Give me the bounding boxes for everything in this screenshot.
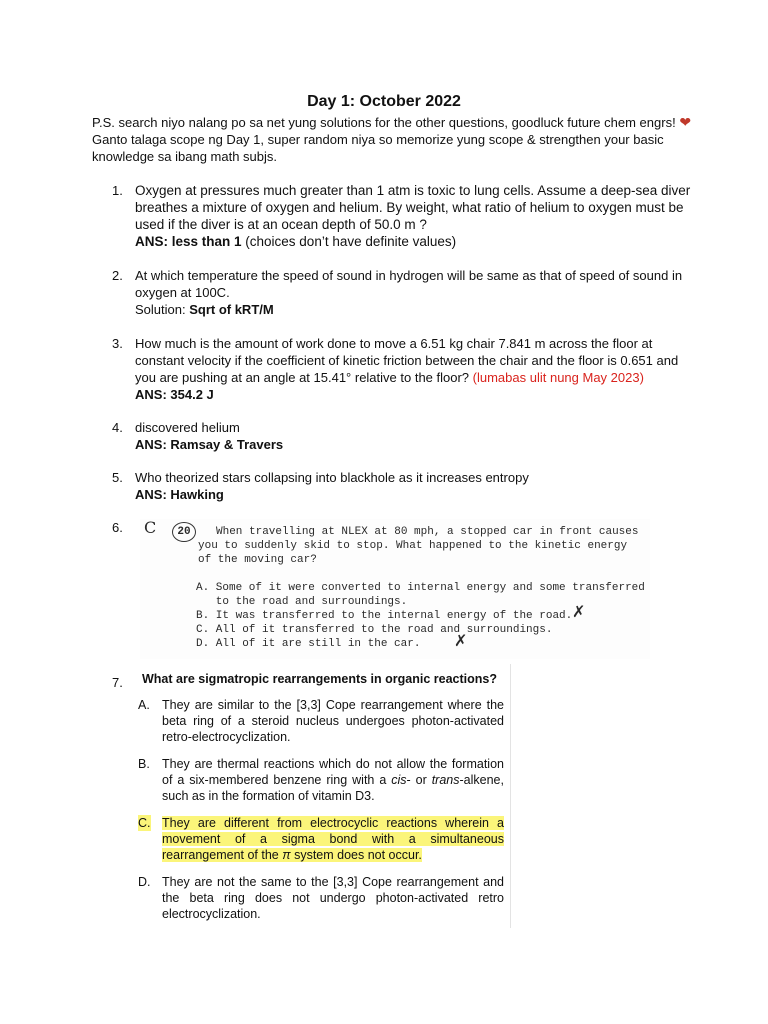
question-line: constant velocity if the coefficient of kinetic friction between the chair and the floor is 0.651 and: [135, 353, 679, 368]
question-line: Who theorized stars collapsing into blackhole as it increases entropy: [135, 470, 529, 485]
option-text-highlighted: They are different from electrocyclic reactions wherein a movement of a sigma bond with a simultaneous rearrangement of the: [162, 816, 504, 862]
page-title: Day 1: October 2022: [307, 93, 461, 110]
question-line: oxygen at 100C.: [135, 285, 230, 300]
intro-line-2: Ganto talaga scope ng Day 1, super random niya so memorize yung scope & strengthen your basic: [92, 132, 664, 147]
question-line: used if the diver is at an ocean depth of 50.0 m ?: [135, 217, 427, 232]
option-text-italic: π: [282, 848, 291, 862]
scan-line: A. Some of it were converted to internal energy and some transferred: [196, 582, 645, 594]
answer-label: ANS: less than 1: [135, 234, 242, 249]
option-text: They are not the same to the [3,3] Cope rearrangement and the beta ring does not undergo photon-activated retro electrocyclization.: [162, 875, 504, 921]
question-number: 3.: [112, 336, 123, 351]
scan-line: When travelling at NLEX at 80 mph, a stopped car in front causes: [216, 526, 639, 538]
question-number: 7.: [112, 675, 123, 690]
scan-line: C. All of it transferred to the road and surroundings.: [196, 624, 553, 636]
x-mark-icon: ✗: [572, 602, 586, 621]
answer-label: ANS: Ramsay & Travers: [135, 437, 284, 452]
handwritten-answer-mark: C: [144, 518, 157, 537]
question-number: 2.: [112, 268, 123, 283]
red-note: (lumabas ulit nung May 2023): [472, 370, 644, 385]
intro-line-1: P.S. search niyo nalang po sa net yung solutions for the other questions, goodluck future chem engrs!: [92, 115, 676, 130]
option-label: B.: [138, 757, 150, 771]
question-number: 4.: [112, 420, 123, 435]
answer-label: ANS: Hawking: [135, 487, 224, 502]
option-text-italic: cis: [391, 773, 407, 787]
question-line: Oxygen at pressures much greater than 1 atm is toxic to lung cells. Assume a deep-sea diver: [135, 183, 691, 198]
question-number: 5.: [112, 470, 123, 485]
option-label: A.: [138, 698, 150, 712]
question-heading: What are sigmatropic rearrangements in organic reactions?: [142, 672, 497, 686]
option-text: -alkene, such as in the formation of vitamin D3.: [162, 773, 504, 803]
scanned-question-image: [140, 519, 650, 659]
answer-label: ANS: 354.2 J: [135, 387, 214, 402]
question-7-image: [128, 664, 511, 928]
question-line: At which temperature the speed of sound in hydrogen will be same as that of speed of sound in: [135, 268, 683, 283]
scan-line: D. All of it are still in the car.: [196, 638, 421, 650]
option-text-italic: trans: [431, 773, 460, 787]
scan-line: to the road and surroundings.: [196, 596, 408, 608]
option-label: C.: [138, 816, 151, 830]
x-mark-icon: ✗: [454, 631, 468, 650]
option-text-highlighted: system does not occur.: [290, 848, 422, 862]
option-label: D.: [138, 875, 151, 889]
intro-paragraph: [92, 114, 692, 165]
question-line: discovered helium: [135, 420, 240, 435]
question-line: How much is the amount of work done to move a 6.51 kg chair 7.841 m across the floor at: [135, 336, 653, 351]
question-line: you are pushing at an angle at 15.41° relative to the floor?: [135, 370, 473, 385]
scan-line: you to suddenly skid to stop. What happened to the kinetic energy: [198, 540, 628, 552]
intro-line-3: knowledge sa ibang math subjs.: [92, 149, 278, 164]
question-number-circle: 20: [172, 522, 196, 542]
question-line: breathes a mixture of oxygen and helium. By weight, what ratio of helium to oxygen must be: [135, 200, 684, 215]
scan-line: of the moving car?: [198, 554, 317, 566]
option-text: - or: [406, 773, 432, 787]
answer-note: (choices don’t have definite values): [241, 234, 457, 249]
scan-line: B. It was transferred to the internal energy of the road.: [196, 610, 573, 622]
heart-icon: ❤: [679, 114, 692, 130]
solution-prefix: Solution:: [135, 302, 190, 317]
option-text: They are thermal reactions which do not allow the formation of a six-membered benzene ring with a: [162, 757, 504, 787]
question-number: 6.: [112, 520, 123, 535]
question-number: 1.: [112, 183, 123, 198]
option-text: They are similar to the [3,3] Cope rearrangement where the beta ring of a steroid nucleus undergoes photon-activated retro-electrocyclization.: [162, 698, 504, 744]
solution-value: Sqrt of kRT/M: [189, 302, 274, 317]
